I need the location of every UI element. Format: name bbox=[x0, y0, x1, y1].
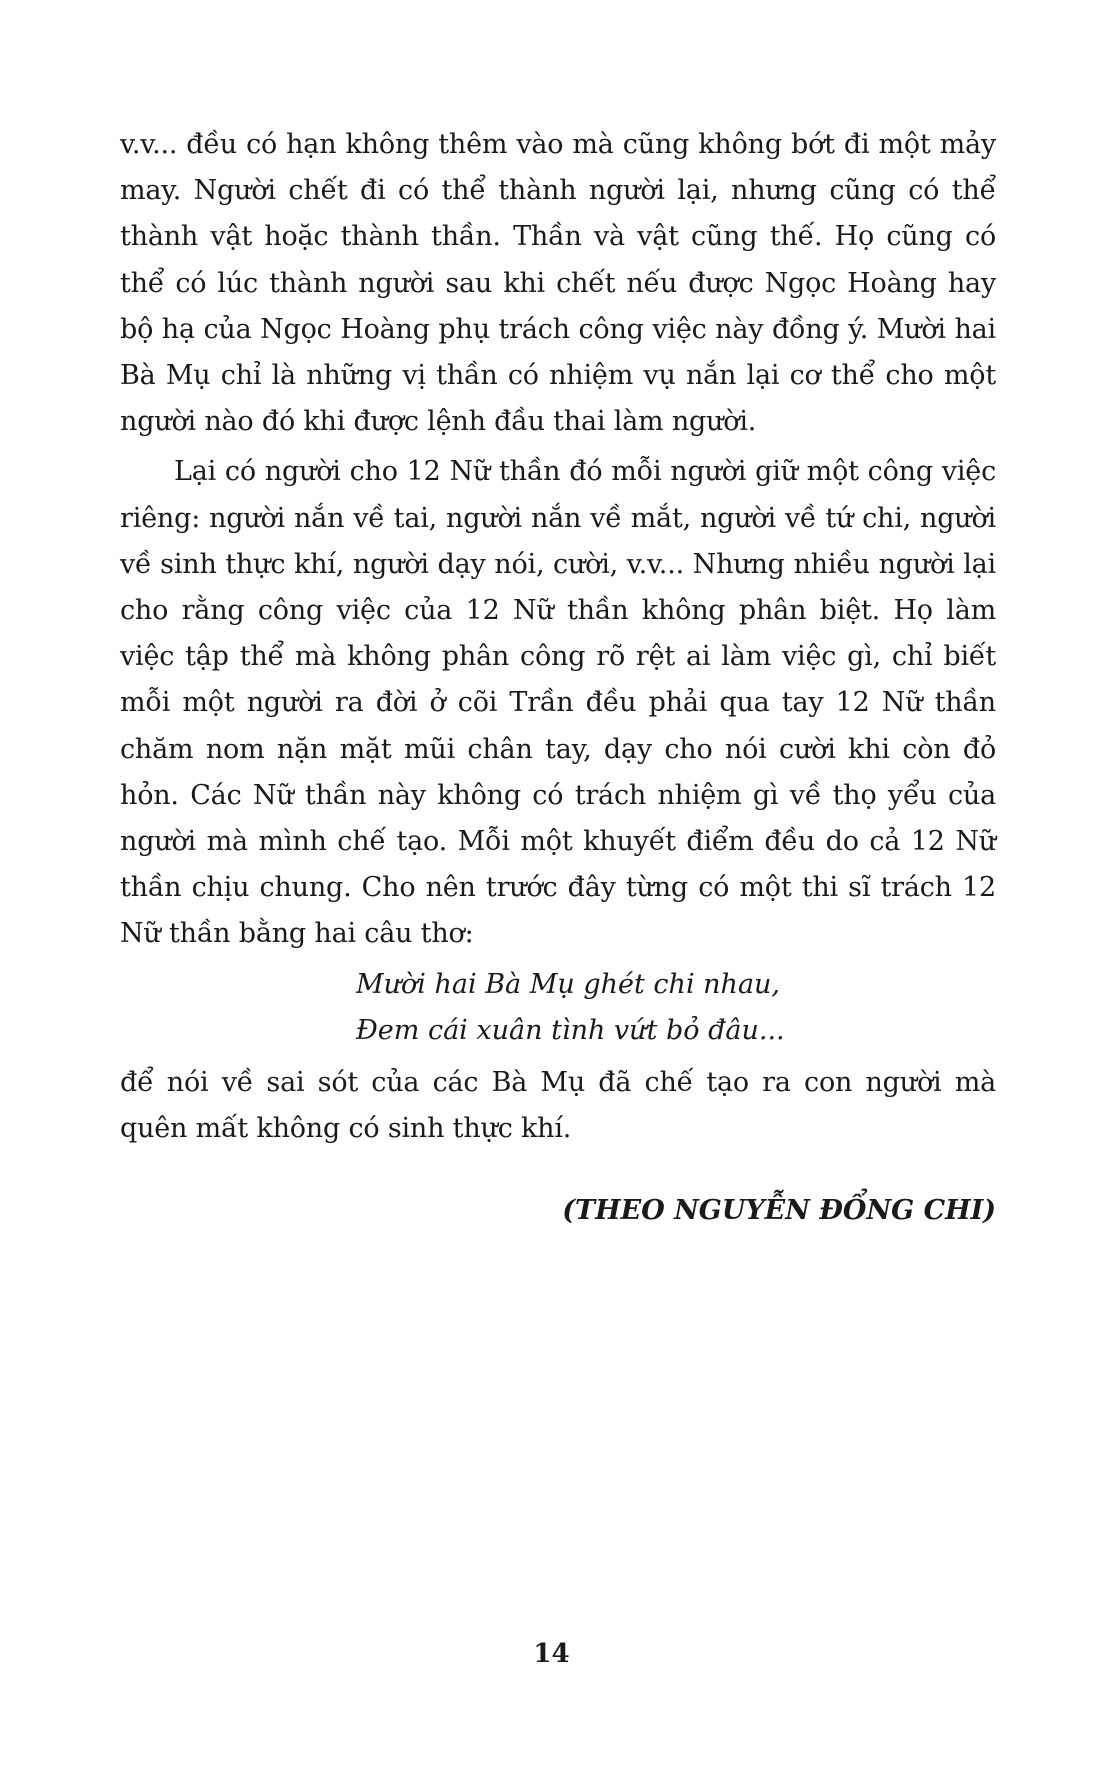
poem-line-2: Đem cái xuân tình vứt bỏ đâu... bbox=[356, 1014, 785, 1046]
paragraph-continuation: v.v... đều có hạn không thêm vào mà cũng không bớt đi một mảy may. Người chết đi có thể thành người lại, nhưng cũng có thể thành vật hoặc thành thần. Thần và vật cũng thế. Họ cũng có thể có lúc thành người sau khi chết nếu được Ngọc Hoàng hay bộ hạ của Ngọc Hoàng phụ trách công việc này đồng ý. Mười hai Bà Mụ chỉ là những vị thần có nhiệm vụ nắn lại cơ thể cho một người nào đó khi được lệnh đầu thai làm người. bbox=[120, 129, 996, 438]
page-number: 14 bbox=[533, 1639, 570, 1669]
page-body bbox=[120, 122, 996, 1234]
paragraph-twelve-goddesses: Lại có người cho 12 Nữ thần đó mỗi người giữ một công việc riêng: người nắn về tai, người nắn về mắt, người về tứ chi, người về sinh thực khí, người dạy nói, cười, v.v... Nhưng nhiều người lại cho rằng công việc của 12 Nữ thần không phân biệt. Họ làm việc tập thể mà không phân công rõ rệt ai làm việc gì, chỉ biết mỗi một người ra đời ở cõi Trần đều phải qua tay 12 Nữ thần chăm nom nặn mặt mũi chân tay, dạy cho nói cười khi còn đỏ hỏn. Các Nữ thần này không có trách nhiệm gì về thọ yểu của người mà mình chế tạo. Mỗi một khuyết điểm đều do cả 12 Nữ thần chịu chung. Cho nên trước đây từng có một thi sĩ trách 12 Nữ thần bằng hai câu thơ: bbox=[120, 456, 996, 950]
poem-block bbox=[120, 962, 996, 1054]
source-attribution: (THEO NGUYỄN ĐỔNG CHI) bbox=[562, 1195, 996, 1227]
poem-line-1: Mười hai Bà Mụ ghét chi nhau, bbox=[356, 968, 781, 1000]
paragraph-after-poem: để nói về sai sót của các Bà Mụ đã chế tạo ra con người mà quên mất không có sinh thực khí. bbox=[120, 1066, 996, 1144]
